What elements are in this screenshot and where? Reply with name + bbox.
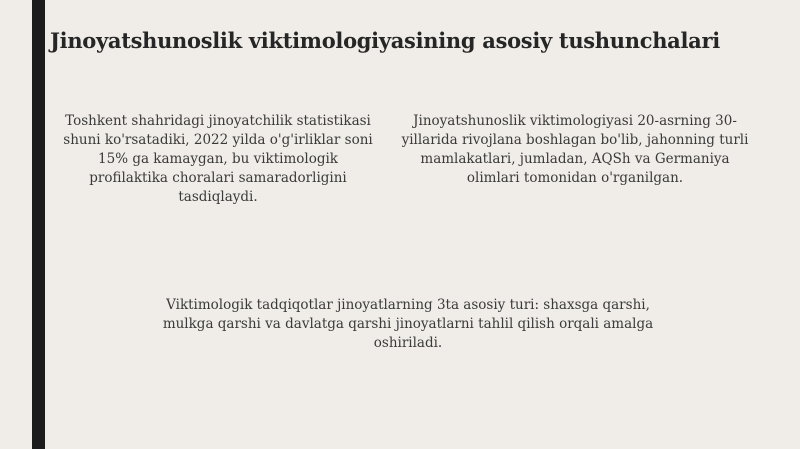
history-paragraph: Jinoyatshunoslik viktimologiyasi 20-asrning 30-yillarida rivojlana boshlagan bo'lib, jahonning turli mamlakatlari, jumladan, AQSh va Germaniya olimlari tomonidan o'rganilgan. — [401, 113, 749, 186]
research-paragraph: Viktimologik tadqiqotlar jinoyatlarning 3ta asosiy turi: shaxsga qarshi, mulkga qarshi va davlatga qarshi jinoyatlarni tahlil qilish orqali amalga oshiriladi. — [162, 297, 654, 351]
accent-bar — [32, 0, 45, 449]
statistics-paragraph: Toshkent shahridagi jinoyatchilik statistikasi shuni ko'rsatadiki, 2022 yilda o'g'irliklar soni 15% ga kamaygan, bu viktimologik profilaktika choralari samaradorligini tasdiqlaydi. — [63, 113, 373, 205]
slide-title: Jinoyatshunoslik viktimologiyasining asosiy tushunchalari — [50, 28, 720, 53]
